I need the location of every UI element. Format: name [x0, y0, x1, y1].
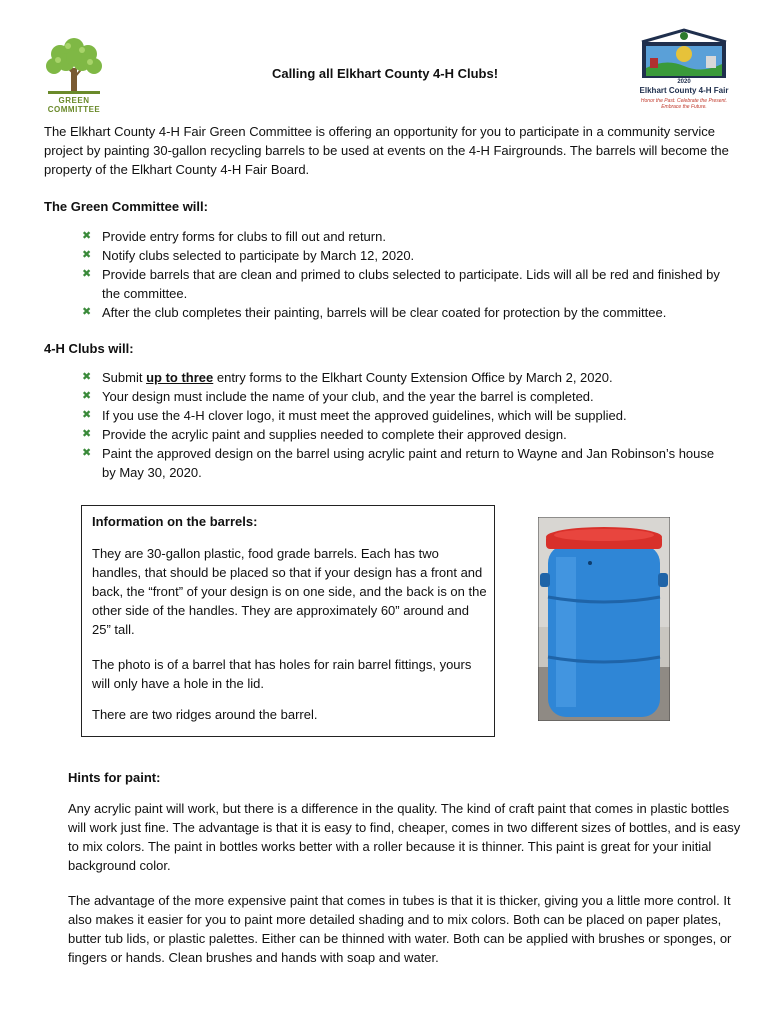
list-item: ✖ If you use the 4-H clover logo, it must meet the approved guidelines, which will be supplied.: [82, 408, 627, 423]
clover-bullet-icon: ✖: [82, 428, 92, 440]
committee-list: [80, 227, 730, 322]
tree-icon: [38, 34, 110, 96]
committee-heading: The Green Committee will:: [44, 199, 208, 214]
clubs-list: [80, 368, 730, 482]
list-item: ✖ Your design must include the name of your club, and the year the barrel is completed.: [82, 389, 594, 404]
list-item: ✖ Provide the acrylic paint and supplies needed to complete their approved design.: [82, 427, 567, 442]
clover-bullet-icon: ✖: [82, 230, 92, 242]
clover-bullet-icon: ✖: [82, 409, 92, 421]
info-box-heading: Information on the barrels:: [92, 514, 258, 529]
green-committee-logo-text: GREEN COMMITTEE: [47, 96, 101, 114]
list-item: ✖ Notify clubs selected to participate by March 12, 2020.: [82, 248, 415, 263]
hints-paragraph: Any acrylic paint will work, but there is a difference in the quality. The kind of craft paint that comes in plastic bottles will work just fine. The advantage is that it is easy to find, cheaper, comes in two different sizes of bottles, and is easy to mix colors. The paint in bottles works better with a roller because it is thinner. This paint is great for your initial background color.: [68, 801, 741, 873]
page-title: Calling all Elkhart County 4-H Clubs!: [271, 66, 499, 81]
list-item: ✖ After the club completes their painting, barrels will be clear coated for protection by the committee.: [82, 305, 667, 320]
intro-paragraph: The Elkhart County 4-H Fair Green Committee is offering an opportunity for you to participate in a community service project by painting 30-gallon recycling barrels to be used at events on the 4-H Fairgrounds. The barrels will become the property of the Elkhart County 4-H Fair Board.: [44, 124, 729, 177]
info-paragraph: The photo is of a barrel that has holes for rain barrel fittings, yours will only have a hole in the lid.: [92, 657, 472, 691]
info-paragraph: There are two ridges around the barrel.: [92, 707, 318, 722]
emphasis-up-to-three: up to three: [146, 370, 214, 385]
fair-tagline: Honor the Past. Celebrate the Present. Embrace the Future.: [640, 98, 728, 110]
barrel-info-box: [81, 505, 495, 737]
hints-paragraph: The advantage of the more expensive paint that comes in tubes is that it is thicker, giving you a little more control. It also makes it easier for you to paint more detailed shading and to mix colors. Both can be placed on paper plates, butter tub lids, or plastic palettes. Either can be thinned with water. Both can be applied with brushes or sponges, or fingers or hands. Clean brushes and hands with soap and water.: [68, 893, 732, 965]
barrel-image: [538, 517, 670, 721]
list-item: ✖ Submit up to three entry forms to the Elkhart County Extension Office by March 2, 2020.: [82, 370, 613, 385]
clubs-heading: 4-H Clubs will:: [44, 341, 134, 356]
hints-heading: Hints for paint:: [68, 770, 161, 785]
clover-bullet-icon: ✖: [82, 249, 92, 261]
list-item: ✖ Provide barrels that are clean and primed to clubs selected to participate. Lids will all be red and finished by the committee.: [82, 267, 720, 301]
clover-bullet-icon: ✖: [82, 306, 92, 318]
clover-bullet-icon: ✖: [82, 371, 92, 383]
clover-bullet-icon: ✖: [82, 268, 92, 280]
blue-barrel-photo: [538, 517, 670, 721]
fair-title: Elkhart County 4-H Fair: [639, 86, 729, 95]
fair-year: 2020: [677, 79, 691, 85]
list-item: ✖ Paint the approved design on the barrel using acrylic paint and return to Wayne and Jan Robinson’s house by May 30, 2020.: [82, 446, 715, 480]
clover-bullet-icon: ✖: [82, 447, 92, 459]
info-paragraph: They are 30-gallon plastic, food grade barrels. Each has two handles, that should be placed so that if your design has a front and back, the “front” of your design is on one side, and the back is on the other side of the handles. They are approximately 60” around and 25” tall.: [92, 546, 487, 637]
list-item: ✖ Provide entry forms for clubs to fill out and return.: [82, 229, 386, 244]
clover-bullet-icon: ✖: [82, 390, 92, 402]
